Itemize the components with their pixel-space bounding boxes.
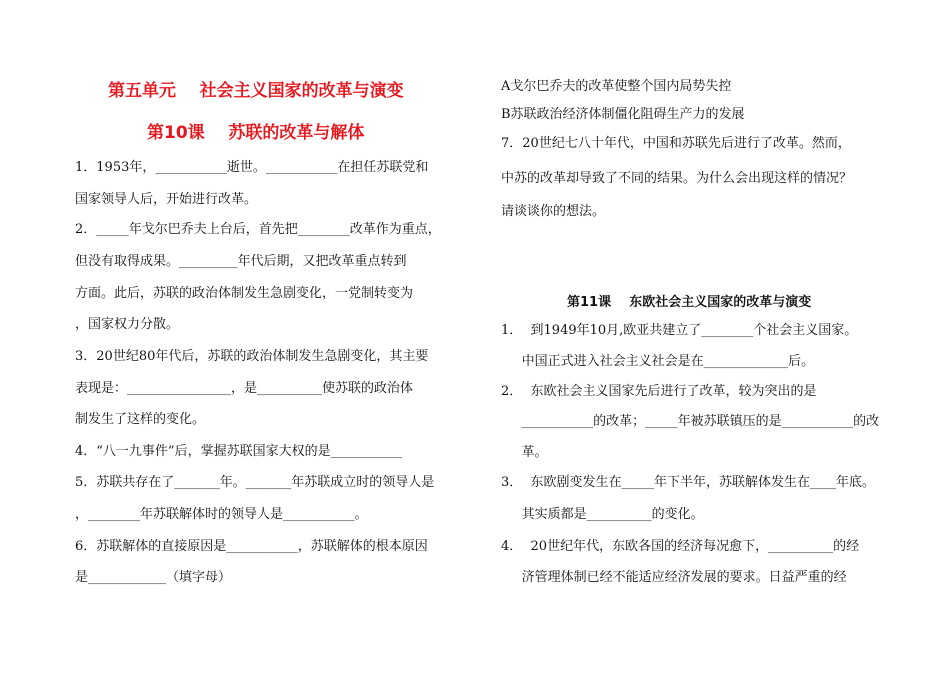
text-line: 制发生了这样的变化。	[75, 412, 206, 427]
text-line: 7．20世纪七八十年代，中国和苏联先后进行了改革。然而，	[501, 136, 851, 151]
unit-title: 第五单元 社会主义国家的改革与演变	[108, 81, 404, 101]
text-line: 4． 20世纪年代，东欧各国的经济每况愈下，__________的经	[501, 539, 860, 554]
text-line: 表现是：________________，是__________使苏联的政治体	[75, 381, 414, 396]
lesson-11-title: 第11课 东欧社会主义国家的改革与演变	[567, 295, 812, 310]
text-line: 方面。此后，苏联的政治体制发生急剧变化，一党制转变为	[75, 286, 414, 301]
text-line: 国家领导人后，开始进行改革。	[75, 192, 258, 207]
text-line: 3．20世纪80年代后，苏联的政治体制发生急剧变化，其主要	[75, 349, 429, 364]
text-line: 其实质都是__________的变化。	[501, 507, 704, 522]
text-line: 2． 东欧社会主义国家先后进行了改革，较为突出的是	[501, 384, 817, 399]
text-line: 济管理体制已经不能适应经济发展的要求。日益严重的经	[501, 570, 847, 585]
option-b: B苏联政治经济体制僵化阻碍生产力的发展	[501, 107, 745, 122]
text-line: 中苏的改革却导致了不同的结果。为什么会出现这样的情况？	[501, 171, 853, 186]
text-line: 是____________（填字母）	[75, 570, 232, 585]
text-line: 4．“八一九事件”后，掌握苏联国家大权的是___________	[75, 444, 403, 459]
text-line: ，________年苏联解体时的领导人是___________。	[75, 507, 368, 522]
text-line: 3． 东欧剧变发生在_____年下半年，苏联解体发生在____年底。	[501, 475, 876, 490]
text-line: ，国家权力分散。	[75, 317, 180, 332]
text-line: 1． 到1949年10月,欧亚共建立了________个社会主义国家。	[501, 323, 858, 338]
text-line: 请谈谈你的想法。	[501, 204, 606, 219]
text-line: 5．苏联共存在了_______年。_______年苏联成立时的领导人是	[75, 475, 435, 490]
text-line: 2．_____年戈尔巴乔夫上台后，首先把________改革作为重点，	[75, 222, 441, 237]
text-line: ___________的改革；_____年被苏联镇压的是___________的改	[501, 414, 880, 429]
text-line: 革。	[501, 445, 548, 460]
text-line: 但没有取得成果。_________年代后期，又把改革重点转到	[75, 254, 407, 269]
text-line: 1．1953年，___________逝世。___________在担任苏联党和	[75, 160, 429, 175]
text-line: 6．苏联解体的直接原因是___________，苏联解体的根本原因	[75, 539, 428, 554]
lesson-10-title: 第10课 苏联的改革与解体	[147, 123, 365, 143]
text-line: 中国正式进入社会主义社会是在_____________后。	[501, 354, 815, 369]
option-a: A戈尔巴乔夫的改革使整个国内局势失控	[501, 79, 732, 94]
